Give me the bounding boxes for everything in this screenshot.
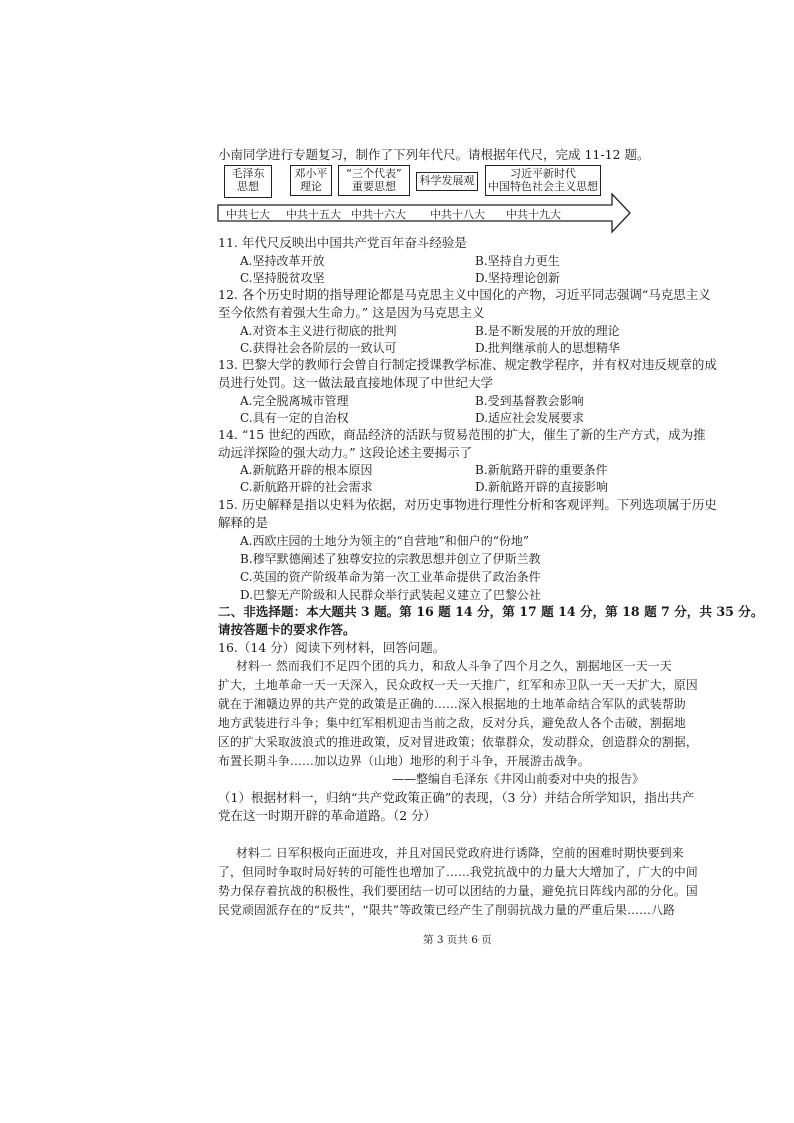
option-d: D.批判继承前人的思想精华 [475, 341, 621, 355]
box-line: “三个代表” [346, 167, 402, 180]
option-a: A.新航路开辟的根本原因 [240, 463, 373, 477]
option-a: A.完全脱离城市管理 [240, 394, 349, 408]
page-footer: 第 3 页共 6 页 [423, 934, 492, 946]
option-b: B.新航路开辟的重要条件 [475, 463, 608, 477]
question-12-stem: 12. 各个历史时期的指导理论都是马克思主义中国化的产物，习近平同志强调“马克思主义 [218, 287, 711, 302]
material-1-source: ——整编自毛泽东《井冈山前委对中央的报告》 [392, 772, 645, 786]
option-b: B.穆罕默德阐述了独尊安拉的宗教思想并创立了伊斯兰教 [240, 552, 541, 566]
question-13-stem-cont: 员进行处罚。这一做法最直接地体现了中世纪大学 [218, 375, 494, 390]
material-2-line: 民党顽固派存在的“反共”，“限共”等政策已经产生了削弱抗战力量的严重后果……八路 [218, 903, 676, 917]
option-c: C.英国的资产阶级革命为第一次工业革命提供了政治条件 [240, 570, 541, 584]
question-14-stem: 14. “15 世纪的西欧，商品经济的活跃与贸易范围的扩大，催生了新的生产方式，成为推 [218, 427, 706, 442]
material-1-line: 扩大，土地革命一天一天深入，民众政权一天一天推广，红军和赤卫队一天一天扩大，原因 [218, 678, 698, 692]
timeline-label: 中共十五大 [286, 208, 341, 221]
box-line: 理论 [300, 180, 322, 193]
option-a: A.对资本主义进行彻底的批判 [240, 324, 397, 338]
option-d: D.新航路开辟的直接影响 [475, 480, 609, 494]
question-16-title: 16.（14 分）阅读下列材料，回答问题。 [218, 640, 446, 655]
option-a: A.坚持改革开放 [240, 254, 325, 268]
question-15-stem-cont: 解释的是 [218, 515, 269, 530]
box-line: 毛泽东 [231, 167, 265, 180]
material-1-line: 就在于湘赣边界的共产党的政策是正确的……深入根据地的土地革命结合军队的武装帮助 [218, 697, 686, 711]
timeline-label: 中共十六大 [351, 208, 406, 221]
material-2-line: 材料二 日军积极向正面进攻，并且对国民党政府进行诱降，空前的困难时期快要到来 [236, 846, 684, 860]
timeline-box-deng [290, 165, 332, 196]
timeline-box-three-represents [338, 165, 410, 196]
question-13-stem: 13. 巴黎大学的教师行会曾自行制定授课教学标准、规定教学程序，并有权对违反规章的成 [218, 357, 717, 372]
option-b: B.是不断发展的开放的理论 [475, 324, 620, 338]
material-1-line: 地方武装进行斗争；集中红军相机迎击当前之敌，反对分兵，避免敌人各个击破，割据地 [218, 716, 686, 730]
timeline-box-mao [224, 165, 272, 198]
timeline-label: 中共十八大 [430, 208, 485, 221]
material-1-line: 布置长期斗争……加以边界（山地）地形的利于斗争，开展游击战争。 [218, 754, 590, 768]
question-14-stem-cont: 动远洋探险的强大动力。” 这段论述主要揭示了 [218, 445, 473, 460]
box-line: 邓小平 [294, 167, 328, 180]
timeline-arrow [0, 0, 794, 260]
section-2-instruction: 请按答题卡的要求作答。 [218, 622, 356, 637]
option-c: C.具有一定的自治权 [240, 411, 349, 425]
section-2-heading: 二、非选择题：本大题共 3 题。第 16 题 14 分，第 17 题 14 分，第 18 题 7 分，共 35 分。 [218, 604, 764, 619]
question-12-stem-cont: 至今依然有着强大生命力。” 这是因为马克思主义 [218, 305, 485, 320]
timeline-box-xi [485, 165, 601, 196]
question-11-stem: 11. 年代尺反映出中国共产党百年奋斗经验是 [218, 235, 467, 250]
box-line: 中国特色社会主义思想 [488, 180, 598, 193]
intro-text: 小南同学进行专题复习，制作了下列年代尺。请根据年代尺，完成 11-12 题。 [218, 147, 650, 162]
box-line: 习近平新时代 [510, 167, 576, 180]
box-line: 科学发展观 [419, 174, 475, 187]
option-c: C.新航路开辟的社会需求 [240, 480, 373, 494]
timeline-box-scientific-development [416, 172, 478, 191]
material-1-line: 区的扩大采取波浪式的推进政策，反对冒进政策；依靠群众，发动群众，创造群众的割据， [218, 735, 698, 749]
option-d: D.适应社会发展要求 [475, 411, 585, 425]
option-b: B.坚持自力更生 [475, 254, 560, 268]
timeline-label: 中共十九大 [506, 208, 561, 221]
material-2-line: 势力保存着抗战的积极性，我们要团结一切可以团结的力量，避免抗日阵线内部的分化。国 [218, 884, 698, 898]
material-1-line: 材料一 然而我们不足四个团的兵力，和敌人斗争了四个月之久，割据地区一天一天 [236, 659, 672, 673]
box-line: 重要思想 [352, 180, 396, 193]
option-a: A.西欧庄园的土地分为领主的“自营地”和佃户的“份地” [240, 534, 530, 548]
material-2-line: 了，但同时争取时局好转的可能性也增加了……我党抗战中的力量大大增加了，广大的中间 [218, 865, 698, 879]
option-b: B.受到基督教会影响 [475, 394, 584, 408]
option-c: C.坚持脱贫攻坚 [240, 271, 325, 285]
option-d: D.坚持理论创新 [475, 271, 561, 285]
question-15-stem: 15. 历史解释是指以史料为依据，对历史事物进行理性分析和客观评判。下列选项属于历史 [218, 497, 717, 512]
question-16-sub-1-cont: 党在这一时期开辟的革命道路。（2 分） [218, 808, 437, 823]
option-d: D.巴黎无产阶级和人民群众举行武装起义建立了巴黎公社 [240, 588, 542, 602]
option-c: C.获得社会各阶层的一致认可 [240, 341, 397, 355]
box-line: 思想 [237, 180, 259, 193]
question-16-sub-1: （1）根据材料一，归纳“共产党政策正确”的表现，（3 分）并结合所学知识，指出共产 [218, 790, 695, 805]
timeline-label: 中共七大 [226, 208, 270, 221]
